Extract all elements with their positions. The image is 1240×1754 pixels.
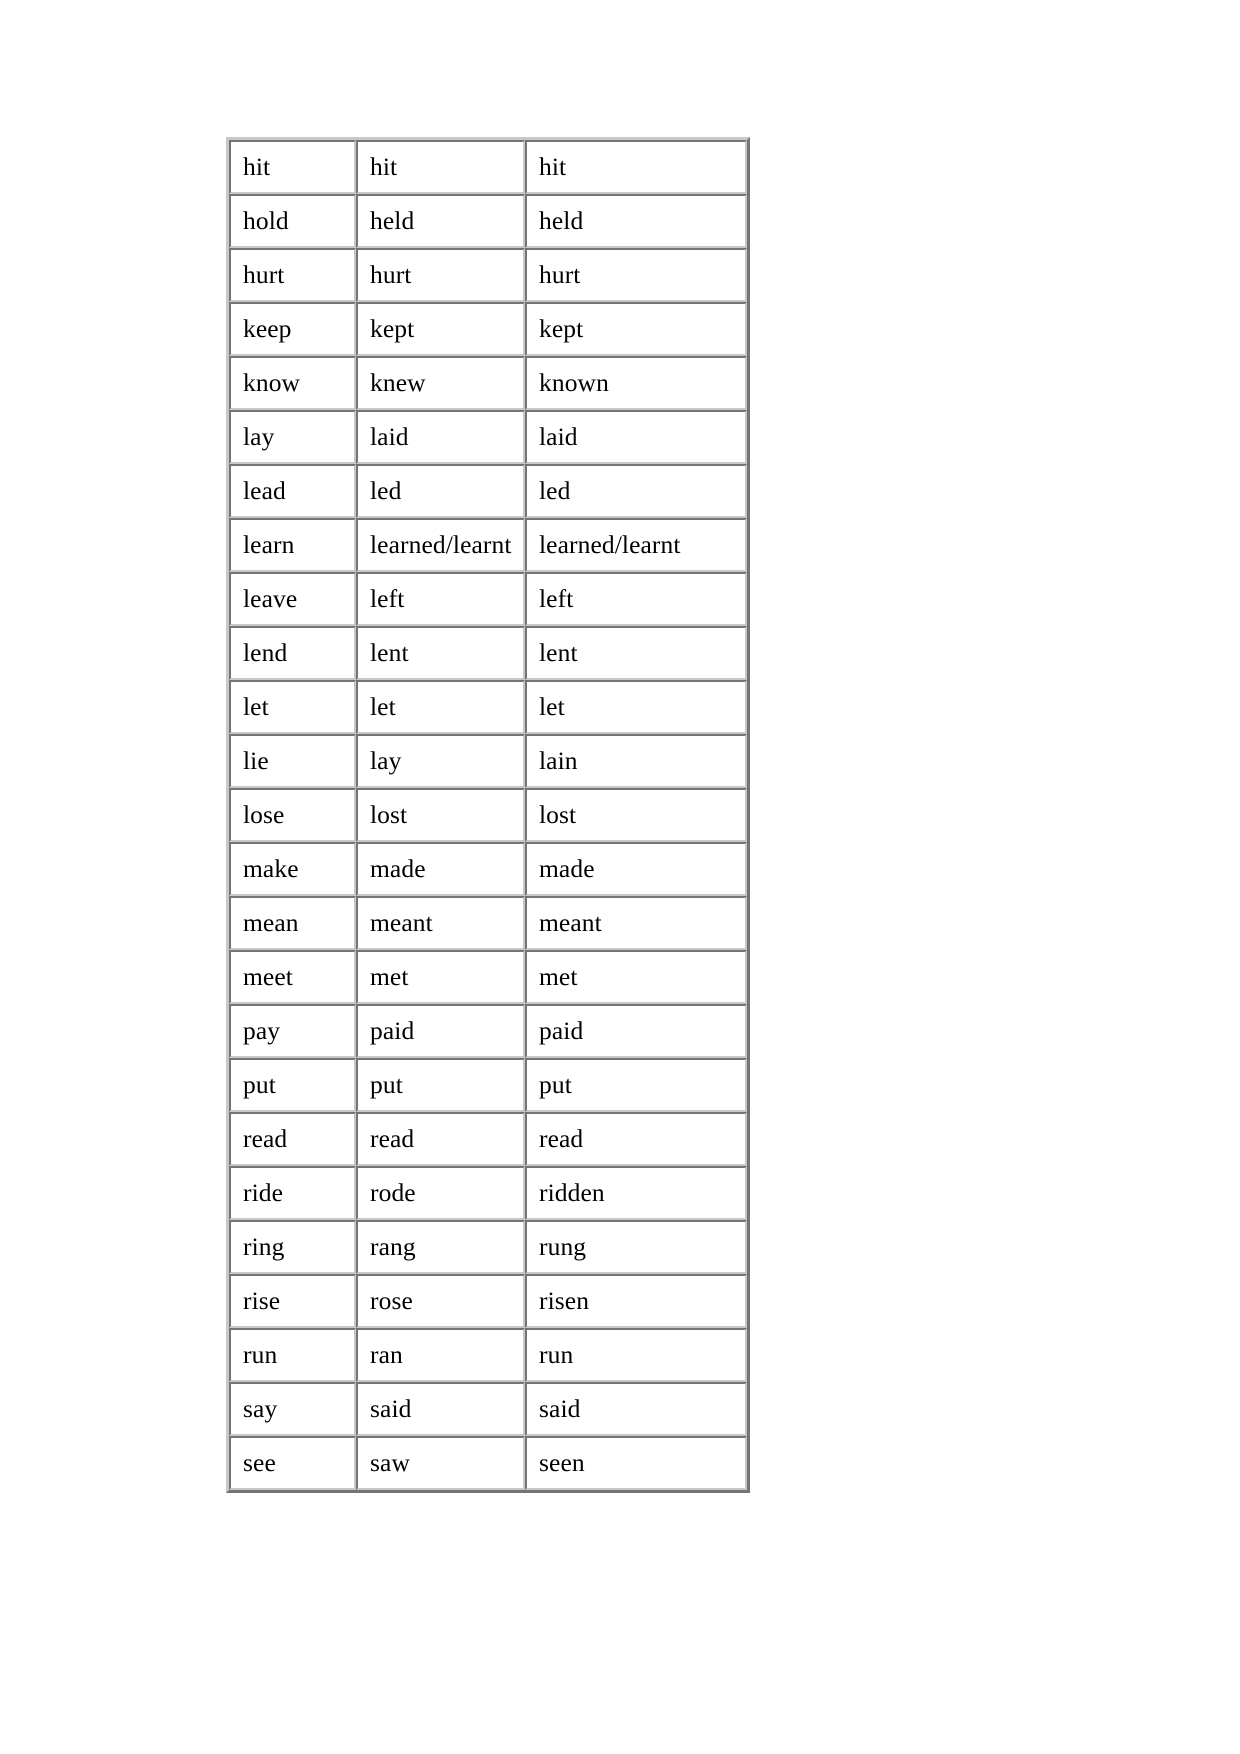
table-body: [229, 140, 747, 1490]
verb-past-participle-cell: made: [525, 842, 747, 896]
table-row: [229, 1004, 747, 1058]
verb-past-participle-cell: led: [525, 464, 747, 518]
table-row: [229, 1058, 747, 1112]
verb-past-simple-cell: made: [356, 842, 525, 896]
verb-past-participle-cell: lost: [525, 788, 747, 842]
verb-base-form-cell: run: [229, 1328, 356, 1382]
verb-past-participle-cell: held: [525, 194, 747, 248]
verb-base-form-cell: lose: [229, 788, 356, 842]
table-row: [229, 1220, 747, 1274]
verb-past-simple-cell: let: [356, 680, 525, 734]
verb-past-simple-cell: laid: [356, 410, 525, 464]
verb-past-simple-cell: rode: [356, 1166, 525, 1220]
verb-past-simple-cell: put: [356, 1058, 525, 1112]
verb-base-form-cell: lay: [229, 410, 356, 464]
verb-past-participle-cell: run: [525, 1328, 747, 1382]
verb-past-participle-cell: known: [525, 356, 747, 410]
verb-past-participle-cell: seen: [525, 1436, 747, 1490]
table-row: [229, 248, 747, 302]
table-row: [229, 1274, 747, 1328]
verb-base-form-cell: put: [229, 1058, 356, 1112]
verb-past-participle-cell: hit: [525, 140, 747, 194]
verb-base-form-cell: make: [229, 842, 356, 896]
table-row: [229, 518, 747, 572]
verb-past-participle-cell: risen: [525, 1274, 747, 1328]
verb-past-simple-cell: rang: [356, 1220, 525, 1274]
verb-past-participle-cell: met: [525, 950, 747, 1004]
verb-base-form-cell: pay: [229, 1004, 356, 1058]
verb-base-form-cell: mean: [229, 896, 356, 950]
verb-past-participle-cell: kept: [525, 302, 747, 356]
table-row: [229, 1112, 747, 1166]
verb-past-simple-cell: ran: [356, 1328, 525, 1382]
verb-past-participle-cell: learned/learnt: [525, 518, 747, 572]
verb-base-form-cell: read: [229, 1112, 356, 1166]
table-row: [229, 950, 747, 1004]
table-row: [229, 680, 747, 734]
verb-past-simple-cell: paid: [356, 1004, 525, 1058]
table-row: [229, 194, 747, 248]
verb-past-participle-cell: lain: [525, 734, 747, 788]
verb-past-simple-cell: saw: [356, 1436, 525, 1490]
verb-base-form-cell: ring: [229, 1220, 356, 1274]
verb-past-participle-cell: left: [525, 572, 747, 626]
verb-base-form-cell: meet: [229, 950, 356, 1004]
verb-past-simple-cell: lay: [356, 734, 525, 788]
verb-past-participle-cell: read: [525, 1112, 747, 1166]
verb-past-participle-cell: put: [525, 1058, 747, 1112]
verb-past-simple-cell: lent: [356, 626, 525, 680]
verb-past-simple-cell: hit: [356, 140, 525, 194]
verb-base-form-cell: leave: [229, 572, 356, 626]
verb-past-simple-cell: lost: [356, 788, 525, 842]
verb-base-form-cell: lead: [229, 464, 356, 518]
verb-past-simple-cell: met: [356, 950, 525, 1004]
verb-past-simple-cell: said: [356, 1382, 525, 1436]
table-row: [229, 734, 747, 788]
table-row: [229, 1382, 747, 1436]
verb-past-participle-cell: let: [525, 680, 747, 734]
verb-past-simple-cell: hurt: [356, 248, 525, 302]
verb-base-form-cell: see: [229, 1436, 356, 1490]
verb-base-form-cell: hurt: [229, 248, 356, 302]
verb-base-form-cell: know: [229, 356, 356, 410]
verb-past-simple-cell: knew: [356, 356, 525, 410]
verb-base-form-cell: keep: [229, 302, 356, 356]
table-row: [229, 464, 747, 518]
verb-past-participle-cell: hurt: [525, 248, 747, 302]
table-row: [229, 410, 747, 464]
verb-past-participle-cell: rung: [525, 1220, 747, 1274]
verb-base-form-cell: ride: [229, 1166, 356, 1220]
table-row: [229, 356, 747, 410]
verb-base-form-cell: hold: [229, 194, 356, 248]
table-row: [229, 788, 747, 842]
table-row: [229, 1328, 747, 1382]
verb-past-simple-cell: led: [356, 464, 525, 518]
verb-past-simple-cell: read: [356, 1112, 525, 1166]
verb-past-simple-cell: learned/learnt: [356, 518, 525, 572]
table-row: [229, 572, 747, 626]
irregular-verbs-table: [226, 137, 750, 1493]
table-row: [229, 302, 747, 356]
verb-past-simple-cell: rose: [356, 1274, 525, 1328]
verb-base-form-cell: learn: [229, 518, 356, 572]
table-row: [229, 896, 747, 950]
verb-past-simple-cell: kept: [356, 302, 525, 356]
irregular-verbs-table-container: [226, 137, 750, 1493]
verb-past-simple-cell: left: [356, 572, 525, 626]
table-row: [229, 140, 747, 194]
table-row: [229, 842, 747, 896]
verb-base-form-cell: let: [229, 680, 356, 734]
verb-base-form-cell: lie: [229, 734, 356, 788]
verb-past-simple-cell: meant: [356, 896, 525, 950]
verb-base-form-cell: say: [229, 1382, 356, 1436]
verb-past-participle-cell: lent: [525, 626, 747, 680]
verb-past-participle-cell: paid: [525, 1004, 747, 1058]
verb-base-form-cell: lend: [229, 626, 356, 680]
verb-past-participle-cell: ridden: [525, 1166, 747, 1220]
verb-base-form-cell: hit: [229, 140, 356, 194]
table-row: [229, 1166, 747, 1220]
verb-past-simple-cell: held: [356, 194, 525, 248]
table-row: [229, 626, 747, 680]
table-row: [229, 1436, 747, 1490]
verb-past-participle-cell: laid: [525, 410, 747, 464]
verb-past-participle-cell: said: [525, 1382, 747, 1436]
verb-base-form-cell: rise: [229, 1274, 356, 1328]
verb-past-participle-cell: meant: [525, 896, 747, 950]
